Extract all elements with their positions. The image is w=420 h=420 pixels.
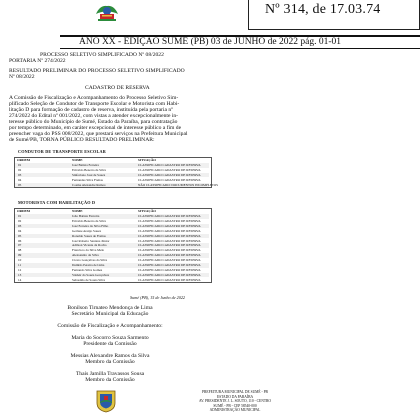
table2-header-status: SITUAÇÃO <box>138 209 156 213</box>
table1-cell-order: 04 <box>18 177 22 182</box>
result-line-1: RESULTADO PRELIMINAR DO PROCESSO SELETIVO SIMPLIFICADO <box>9 68 185 74</box>
signer-1-role: Secretário Municipal da Educação <box>71 311 149 317</box>
footer-line-3: AV. PRESIDENTE J. L. SOUTO, 110 - CENTRO <box>198 399 272 404</box>
table2-row <box>15 248 209 253</box>
table2-cell-order: 06 <box>18 238 22 243</box>
signature-date: Sumé (PB), 15 de Junho de 2022 <box>130 295 186 300</box>
table2-row <box>15 234 209 239</box>
body-line-5: teresse público do Município de Sumé, Estado da Paraíba, para contratação <box>9 119 178 125</box>
table2-cell-name: Erivaldo Bezerra da Silva <box>72 218 106 223</box>
table2-cell-name: Valdeir da Souza Gonçalves <box>72 272 110 277</box>
table2-row <box>15 278 209 283</box>
signer-2-name: Maria do Socorro Souza Sarmento <box>71 335 149 341</box>
table1-row <box>15 178 209 183</box>
footer-line-4: SUMÉ - PB - CEP 58540-000 <box>213 403 257 408</box>
table2-cell-name: Ronaldo Souza de Freitas <box>72 233 106 238</box>
table2-cell-name: Cícero Gonçalves da Silva <box>72 258 108 263</box>
table2-cell-name: Alexsandro da Silva <box>72 253 99 258</box>
body-line-2: plificado Seleção de Condutor de Transporte Escolar e Motorista com Habi- <box>9 101 180 107</box>
table1-cell-status: CLASSIFICADO CADASTRO DE RESERVA <box>138 177 201 182</box>
table1-cell-name: José Batista Ferreira <box>72 163 99 167</box>
footer-line-1: PREFEITURA MUNICIPAL DE SUMÉ - PB <box>202 390 268 394</box>
signer-3-name: Messias Alexandre Ramos da Silva <box>70 353 150 359</box>
commission-heading: Comissão de Fiscalização e Acompanhamento: <box>57 323 163 329</box>
table1-cell-name: Fernandes Silva Freitas <box>72 177 103 182</box>
table2-row <box>15 258 209 263</box>
table2-cell-order: 03 <box>18 223 22 228</box>
body-line-7: preencher vaga do PSS 008/2022, que prestará serviços na Prefeitura Municipal <box>9 131 188 137</box>
signer-2-role: Presidente da Comissão <box>83 341 137 347</box>
signer-3-role: Membro da Comissão <box>85 359 135 365</box>
table2-header-name: NOME <box>72 209 83 213</box>
table1-row <box>15 182 219 188</box>
table2-title: MOTORISTA COM HABILITAÇÃO D <box>18 200 96 205</box>
table2-cell-status: CLASSIFICADO CADASTRO DE RESERVA <box>138 258 201 263</box>
table2-cell-name: Adílson Vicente da Rocha <box>72 243 107 248</box>
table2-header-order: ORDEM <box>17 209 30 213</box>
table2-cell-name: Sebastião de Souza Silva <box>72 277 106 282</box>
table2-cell-order: 02 <box>18 218 22 223</box>
table1-cell-status: CLASSIFICADO CADASTRO DE RESERVA <box>138 163 201 167</box>
table1-cell-name: Sinforiano José de Souza <box>72 172 106 177</box>
signer-4-name: Thaís Jamilla Travassos Sousa <box>75 371 145 377</box>
body-line-1: A Comissão de Fiscalização e Acompanhamento do Processo Seletivo Sim- <box>9 95 179 101</box>
table2-cell-name: Damião Pereira de Lima <box>72 263 105 267</box>
table2-cell-order: 10 <box>18 258 22 263</box>
footer-line-5: ADMINISTRAÇÃO MUNICIPAL <box>209 408 261 413</box>
table1-cell-order: 03 <box>18 172 22 177</box>
table1-cell-status: NÃO CLASSIFICADO: DOCUMENTOS INCOMPLETOS <box>138 182 219 187</box>
table1-row <box>15 168 209 173</box>
table1-cell-status: CLASSIFICADO CADASTRO DE RESERVA <box>138 167 201 172</box>
table2-row <box>15 214 209 219</box>
table1-cell-status: CLASSIFICADO CADASTRO DE RESERVA <box>138 172 201 177</box>
table2-row <box>15 219 209 224</box>
table1-title: CONDUTOR DE TRANSPORTE ESCOLAR <box>18 149 106 154</box>
table1-header-order: ORDEM <box>17 158 30 162</box>
result-line-2: Nº 08/2022 <box>9 74 35 80</box>
cadastro-heading: CADASTRO DE RESERVA <box>85 85 150 91</box>
table2-row <box>15 229 209 234</box>
table2-cell-status: CLASSIFICADO CADASTRO DE RESERVA <box>138 277 201 282</box>
table2-cell-order: 13 <box>18 272 22 277</box>
table2-cell-order: 09 <box>18 253 22 258</box>
table2-cell-name: Fernando Silva Gomes <box>72 267 103 272</box>
portaria-line: PORTARIA Nº 274/2022 <box>9 58 66 64</box>
body-line-6: por tempo determinado, em caráter excepcional de interesse público a fim de <box>9 125 182 131</box>
table2-row <box>15 253 209 258</box>
table2-cell-status: CLASSIFICADO CADASTRO DE RESERVA <box>138 228 201 233</box>
table2-cell-order: 12 <box>18 267 22 272</box>
body-line-8: de Sumé/PB, TORNA PÚBLICO RESULTADO PRELIMINAR: <box>9 137 155 143</box>
table1-cell-order: 02 <box>18 167 22 172</box>
table1-cell-order: 01 <box>18 163 22 167</box>
table2-cell-status: CLASSIFICADO CADASTRO DE RESERVA <box>138 272 201 277</box>
municipal-seal-icon <box>95 389 117 413</box>
table2-cell-order: 01 <box>18 214 22 218</box>
table2-cell-order: 04 <box>18 228 22 233</box>
table2-cell-status: CLASSIFICADO CADASTRO DE RESERVA <box>138 253 201 258</box>
process-line: PROCESSO SELETIVO SIMPLIFICADO Nº 08/2022 <box>40 52 164 58</box>
table1-row <box>15 163 209 168</box>
table2-cell-name: João Batista Ferreira <box>72 214 100 218</box>
table2-cell-name: José Roberto Santana Júnior <box>72 238 110 243</box>
table2-cell-order: 07 <box>18 243 22 248</box>
table2-row <box>15 268 209 273</box>
header-rule-bottom <box>60 48 420 49</box>
footer-address <box>150 390 320 413</box>
table1-header-name: NOME <box>72 158 83 162</box>
law-number: Nº 314, de 17.03.74 <box>265 2 381 17</box>
table2-cell-order: 08 <box>18 248 22 253</box>
table2-cell-name: Francisco da Silva Melo <box>72 248 105 253</box>
table2-cell-status: CLASSIFICADO CADASTRO DE RESERVA <box>138 223 201 228</box>
signer-4-role: Membro da Comissão <box>85 377 135 383</box>
table2-cell-order: 05 <box>18 233 22 238</box>
table2-cell-status: CLASSIFICADO CADASTRO DE RESERVA <box>138 238 201 243</box>
table2-row <box>15 263 209 268</box>
footer-line-2: ESTADO DA PARAÍBA <box>216 394 254 399</box>
table2-row <box>15 243 209 248</box>
law-number-box <box>248 0 420 30</box>
table1-row <box>15 173 209 178</box>
table1-cell-name: Erivaldo Bezerra da Silva <box>72 167 106 172</box>
table1-cell-name: Cosme Alexandre Ramos <box>72 182 106 187</box>
table2-row <box>15 239 209 244</box>
table2-cell-status: CLASSIFICADO CADASTRO DE RESERVA <box>138 248 201 253</box>
table2-cell-name: José Ferreira da Silva Filho <box>72 223 109 228</box>
edition-line: ANO XX - EDIÇÃO SUMÉ (PB) 03 de JUNHO de 2022 pág. 01-01 <box>78 37 342 47</box>
table2-cell-status: CLASSIFICADO CADASTRO DE RESERVA <box>138 263 201 267</box>
table2-cell-status: CLASSIFICADO CADASTRO DE RESERVA <box>138 233 201 238</box>
table2-cell-status: CLASSIFICADO CADASTRO DE RESERVA <box>138 267 201 272</box>
municipal-logo-icon <box>92 2 122 22</box>
table1-header-status: SITUAÇÃO <box>138 158 156 162</box>
table2-cell-name: Gerlane Araújo Souza <box>72 228 102 233</box>
body-line-3: litação D para formação de cadastro de reserva, instituída pela portaria nº <box>9 107 173 113</box>
table2-cell-order: 11 <box>18 263 22 267</box>
table1-cell-order: 05 <box>18 182 22 187</box>
body-line-4: 274/2022 do Edital nº 001/2022, com vistas a atender excepcionalmente in- <box>9 113 179 119</box>
table2-cell-status: CLASSIFICADO CADASTRO DE RESERVA <box>138 218 201 223</box>
table2-cell-status: CLASSIFICADO CADASTRO DE RESERVA <box>138 243 201 248</box>
signer-1-name: Bonilson Tirnateo Mendonça de Lima <box>67 305 153 311</box>
table2-row <box>15 224 209 229</box>
table2-row <box>15 273 209 278</box>
table2-cell-order: 14 <box>18 277 22 282</box>
table2-cell-status: CLASSIFICADO CADASTRO DE RESERVA <box>138 214 201 218</box>
